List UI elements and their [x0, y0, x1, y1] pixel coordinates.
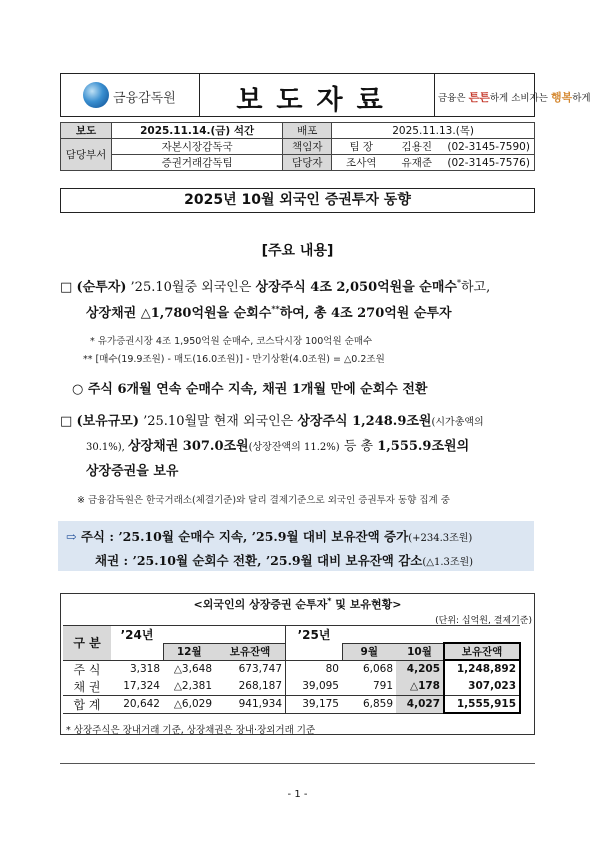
cell-2025: 39,175: [286, 695, 343, 713]
release-info-table: [60, 122, 535, 171]
p1-stock-amount: 상장주식 4조 2,050억원을 순매수: [255, 280, 457, 295]
cell-2024: 3,318: [129, 663, 160, 675]
slogan-part: 하게 소비자는: [489, 93, 551, 104]
cell-sep: 6,859: [342, 695, 396, 713]
p1-note-1: * 유가증권시장 4조 1,950억원 순매수, 코스닥시장 100억원 순매수: [90, 336, 373, 347]
dept-1: 자본시장감독국: [112, 139, 283, 155]
footer-divider: [60, 763, 535, 764]
p2-text: 의: [456, 439, 470, 454]
table-row: [63, 695, 520, 713]
cell-holding-2024: 268,187: [215, 678, 286, 696]
header-2024: ’24년: [111, 626, 163, 644]
cell-2025: 80: [325, 663, 339, 675]
staff-label: 담당자: [283, 155, 332, 171]
p1-line2: 상장채권 △1,780억원을 순회수**하여, 총 4조 270억원 순투자: [86, 303, 452, 321]
p1-bond-amount: 상장채권 △1,780억원을 순회수: [86, 306, 272, 321]
cell-2024: 20,642: [111, 695, 163, 713]
p2-stock-holding: 상장주식 1,248.9조원: [297, 414, 432, 429]
cell-dec: △2,381: [163, 678, 215, 696]
p1-note-2: ** [매수(19.9조원) - 매도(16.0조원)] - 만기상환(4.0조원) = △0.2조원: [83, 354, 385, 365]
cell-sep: 791: [342, 678, 396, 696]
p1-total: 하여, 총 4조 270억원 순투자: [279, 306, 452, 321]
table-footnote: * 상장주식은 장내거래 기준, 상장채권은 장내·장외거래 기준: [66, 725, 316, 736]
header-category: 구 분: [63, 626, 111, 661]
header-oct: 10월: [396, 643, 444, 660]
p2-text: (시가총액의: [431, 417, 484, 428]
cell-holding-2025: 1,555,915: [444, 695, 520, 713]
cell-dec: △6,029: [163, 695, 215, 713]
release-date: 2025.11.14.(금) 석간: [112, 123, 283, 139]
staff-tel: (02-3145-7576): [443, 155, 534, 171]
summary-bond-label: 채권 :: [95, 553, 129, 568]
dept-2: 증권거래감독팀: [112, 155, 283, 171]
p2-text: 등 총: [339, 439, 378, 454]
cell-holding-2024: 673,747: [215, 660, 286, 678]
p2-line1: [60, 410, 484, 429]
row-label: 합 계: [63, 695, 111, 713]
arrow-right-icon: ⇨: [66, 529, 77, 544]
p2-line2: [86, 435, 469, 454]
p1-line1: □ (순투자) ’25.10월중 외국인은 상장주식 4조 2,050억원을 순매수*하고,: [60, 278, 491, 295]
section-heading: [주요 내용]: [261, 243, 334, 259]
p2-text: 30.1%),: [86, 442, 129, 453]
table-row: [63, 660, 520, 678]
staff-title: 조사역: [332, 155, 391, 171]
slogan: [438, 89, 591, 105]
p2-bond-holding: 상장채권 307.0조원: [128, 439, 249, 454]
slogan-part: 금융은: [438, 93, 469, 104]
cell-oct: 4,027: [396, 695, 444, 713]
cell-holding-2025: 1,248,892: [444, 660, 520, 678]
press-release-title: 보도자료: [236, 85, 397, 116]
p2-total-holding: 1,555.9조원: [377, 439, 457, 454]
cell-oct: △178: [396, 678, 444, 696]
document-title: 2025년 10월 외국인 증권투자 동향: [60, 188, 535, 213]
summary-stock-text: ’25.10월 순매수 지속, ’25.9월 대비 보유잔액 증가: [113, 529, 409, 544]
p2-text: ’25.10월말 현재 외국인은: [138, 414, 298, 429]
summary-bond: [95, 551, 473, 569]
header-holding-2025: 보유잔액: [444, 643, 520, 660]
summary-bond-text: ’25.10월 순회수 전환, ’25.9월 대비 보유잔액 감소: [128, 553, 423, 568]
caption-text: 및 보유현황>: [331, 598, 402, 611]
cell-holding-2025: 307,023: [444, 678, 520, 696]
slogan-word-happy: 행복: [550, 91, 573, 104]
page-number: - 1 -: [287, 789, 308, 800]
row-label: 주 식: [73, 662, 101, 677]
p2-note: ※ 금융감독원은 한국거래소(체결기준)와 달리 결제기준으로 외국인 증권투자 동향 집계 중: [77, 495, 450, 506]
responsible-name: 김용진: [390, 139, 443, 155]
caption-star: *: [327, 596, 332, 606]
org-name: 금융감독원: [113, 91, 176, 106]
row-label: 채 권: [63, 678, 111, 696]
bullet-box-icon: □: [60, 414, 73, 429]
press-release-header: [60, 73, 591, 117]
distribution-label: 배포: [283, 123, 332, 139]
p2-tag: (보유규모): [76, 414, 139, 429]
p2-text: (상장잔액의 11.2%): [248, 442, 340, 453]
cell-holding-2024: 941,934: [215, 695, 286, 713]
responsible-label: 책임자: [283, 139, 332, 155]
title-area: [199, 74, 435, 116]
slogan-part: 하게: [572, 93, 591, 104]
distribution-date: 2025.11.13.(목): [332, 123, 535, 139]
responsible-tel: (02-3145-7590): [443, 139, 534, 155]
bullet-box-icon: □: [60, 280, 73, 295]
foreign-investment-table: [63, 625, 521, 714]
staff-name: 유재준: [390, 155, 443, 171]
p1-tag: (순투자): [76, 280, 127, 295]
table-row: [63, 678, 520, 696]
header-dec: 12월: [163, 643, 215, 660]
table-unit: (단위: 십억원, 결제기준): [435, 616, 532, 626]
p1-text: ’25.10월중 외국인은: [126, 280, 256, 295]
header-2025: ’25년: [286, 626, 343, 644]
p1-sub-point: ○ 주식 6개월 연속 순매수 지속, 채권 1개월 만에 순회수 전환: [72, 382, 428, 397]
p1-text: 하고,: [460, 280, 491, 295]
header-sep: 9월: [342, 643, 396, 660]
release-label: 보도: [61, 123, 112, 139]
table-caption: [0, 596, 595, 612]
caption-text: <외국인의 상장증권 순투자: [193, 598, 328, 611]
fss-logo-area: [61, 74, 200, 116]
slogan-word-strong: 튼튼: [468, 91, 490, 104]
responsible-title: 팀 장: [332, 139, 391, 155]
slogan-area: [434, 74, 591, 116]
cell-2025: 39,095: [286, 678, 343, 696]
cell-sep: 6,068: [362, 663, 393, 675]
summary-stock-label: 주식 :: [80, 529, 114, 544]
p2-line3: 상장증권을 보유: [86, 464, 179, 479]
cell-dec: △3,648: [173, 663, 212, 675]
header-holding-2024: 보유잔액: [215, 643, 286, 660]
cell-oct: 4,205: [396, 660, 444, 678]
summary-stock-note: (+234.3조원): [408, 533, 473, 544]
summary-stock: [66, 527, 472, 545]
fss-globe-logo-icon: [83, 82, 109, 108]
dept-label: 담당부서: [61, 139, 112, 171]
cell-2024: 17,324: [111, 678, 163, 696]
summary-bond-note: (△1.3조원): [422, 557, 474, 568]
